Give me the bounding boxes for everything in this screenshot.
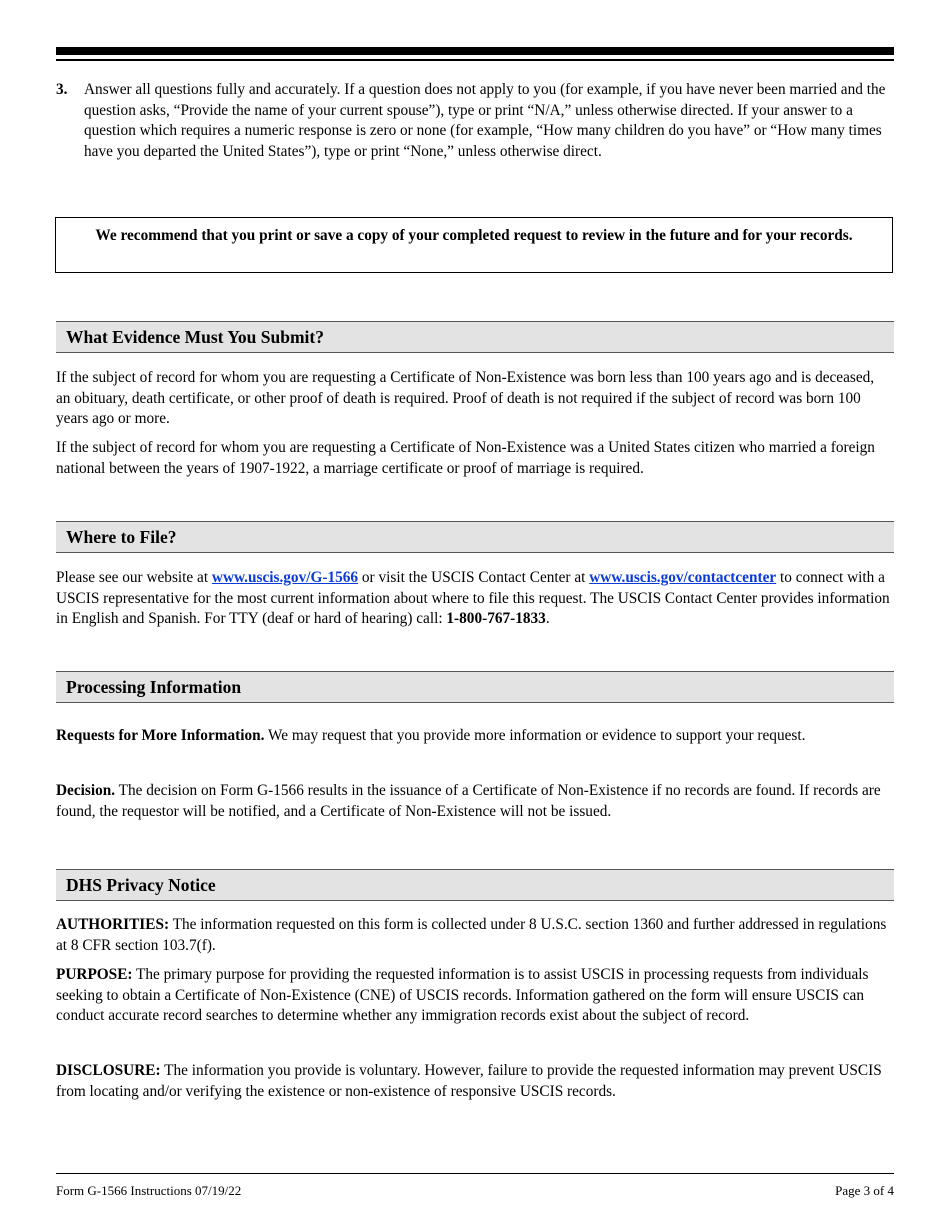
file-text-4: . <box>545 610 550 628</box>
decision-label: Decision. <box>56 782 116 799</box>
where-to-file-paragraph <box>56 568 891 630</box>
item-number: 3. <box>56 81 68 98</box>
footer-page-number: Page 3 of 4 <box>835 1183 894 1198</box>
section-heading-evidence: What Evidence Must You Submit? <box>56 321 894 353</box>
disclosure-label: DISCLOSURE: <box>56 1062 161 1079</box>
disclosure-text: The information you provide is voluntary. However, failure to provide the requested information may prevent USCIS from locating and/or verifying the existence or non-existence of responsive USCIS records. <box>56 1062 882 1100</box>
disclosure-paragraph <box>56 1061 891 1102</box>
file-text-2: or visit the USCIS Contact Center at <box>358 569 590 586</box>
recommendation-notice: We recommend that you print or save a copy of your completed request to review in the future and for your records. <box>55 217 893 273</box>
header-thin-rule <box>56 59 894 61</box>
decision-paragraph <box>56 781 891 822</box>
footer-form-id: Form G-1566 Instructions 07/19/22 <box>56 1183 242 1198</box>
tty-phone-number: 1-800-767-1833 <box>446 610 546 628</box>
uscis-g1566-link[interactable]: www.uscis.gov/G-1566 <box>211 569 359 586</box>
evidence-paragraph-1: If the subject of record for whom you are requesting a Certificate of Non-Existence was born less than 100 years ago and is deceased, an obituary, death certificate, or other proof of death is required. Proof of death is not required if the subject of record was born 100 years ago or more. <box>56 369 875 428</box>
purpose-label: PURPOSE: <box>56 966 133 983</box>
purpose-text: The primary purpose for providing the requested information is to assist USCIS in processing requests from individuals seeking to obtain a Certificate of Non-Existence (CNE) of USCIS records. Information gathered on the form will ensure USCIS can conduct accurate record searches to determine whether any immigration records exist about the subject of record. <box>56 966 869 1025</box>
rfi-text: We may request that you provide more information or evidence to support your request. <box>264 727 806 744</box>
section-heading-processing: Processing Information <box>56 671 894 703</box>
uscis-contact-center-link[interactable]: www.uscis.gov/contactcenter <box>589 569 777 586</box>
authorities-text: The information requested on this form is collected under 8 U.S.C. section 1360 and further addressed in regulations at 8 CFR section 103.7(f). <box>56 916 887 954</box>
footer-rule <box>56 1173 894 1174</box>
requests-for-more-info-paragraph <box>56 726 891 747</box>
item-text: Answer all questions fully and accurately. If a question does not apply to you (for example, if you have never been married and the question asks, “Provide the name of your current spouse”), type or print “N/A,” unless otherwise directed. If your answer to a question which requires a numeric response is zero or none (for example, “How many children do you have” or “How many times have you departed the United States”), type or print “None,” unless otherwise direct. <box>84 81 886 160</box>
evidence-paragraph-2: If the subject of record for whom you are requesting a Certificate of Non-Existence was a United States citizen who married a foreign national between the years of 1907-1922, a marriage certificate or proof of marriage is required. <box>56 439 875 477</box>
authorities-paragraph <box>56 915 891 956</box>
purpose-paragraph <box>56 965 891 1027</box>
header-thick-rule <box>56 47 894 55</box>
authorities-label: AUTHORITIES: <box>56 916 170 933</box>
rfi-label: Requests for More Information. <box>56 727 265 744</box>
decision-text: The decision on Form G-1566 results in the issuance of a Certificate of Non-Existence if no records are found. If records are found, the requestor will be notified, and a Certificate of Non-Existence will not be issued. <box>56 782 881 820</box>
section-heading-privacy: DHS Privacy Notice <box>56 869 894 901</box>
section-heading-where-to-file: Where to File? <box>56 521 894 553</box>
file-text-3: to connect with a USCIS representative for the most current information about where to file this request. The USCIS Contact Center provides information in English and Spanish. For TTY (deaf or hard of hearing) call: <box>56 569 890 628</box>
file-text-1: Please see our website at <box>56 569 212 586</box>
